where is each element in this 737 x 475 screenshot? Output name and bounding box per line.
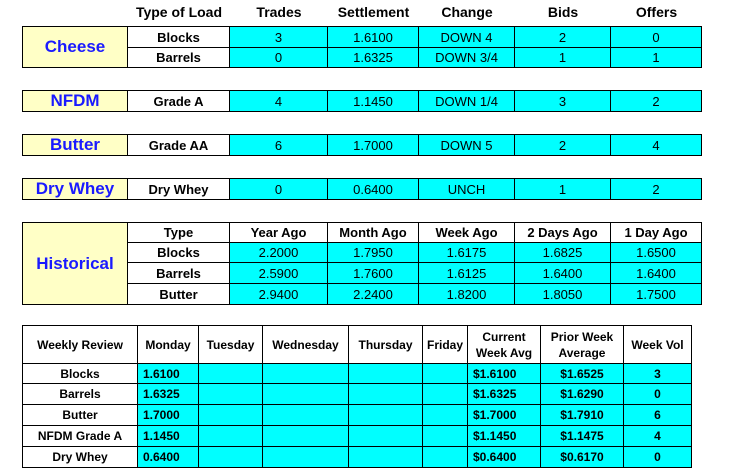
weekly-row-wednesday [263,384,349,405]
cheese-barrels-bids: 1 [515,48,611,68]
weekly-row-wednesday [263,447,349,468]
weekly-row-tuesday [199,364,263,384]
weekly-row-current: $1.6100 [468,364,541,384]
nfdm-offers: 2 [611,91,702,112]
weekly-header-current-week-avg [468,326,541,364]
weekly-header-current-line2: Week Avg [475,345,533,360]
weekly-row-prior: $1.6525 [541,364,624,384]
cheese-barrels-settlement: 1.6325 [328,48,419,68]
nfdm-bids: 3 [515,91,611,112]
historical-header-2-days-ago: 2 Days Ago [515,223,611,243]
weekly-row-vol: 6 [624,405,692,426]
weekly-row-friday [423,426,468,447]
historical-table [22,222,702,305]
weekly-row-vol: 3 [624,364,692,384]
weekly-row-friday [423,384,468,405]
cheese-barrels-change: DOWN 3/4 [419,48,515,68]
header-offers: Offers [635,4,678,20]
weekly-row-tuesday [199,447,263,468]
weekly-header-thursday: Thursday [349,326,423,364]
whey-offers: 2 [611,179,702,200]
weekly-row-prior: $0.6170 [541,447,624,468]
weekly-row-friday [423,364,468,384]
historical-butter-year-ago: 2.9400 [230,284,328,305]
historical-barrels-2-days-ago: 1.6400 [515,263,611,284]
whey-change: UNCH [419,179,515,200]
nfdm-settlement: 1.1450 [328,91,419,112]
weekly-row-monday: 1.7000 [138,405,199,426]
historical-barrels-1-day-ago: 1.6400 [611,263,702,284]
weekly-row-vol: 0 [624,384,692,405]
historical-blocks-week-ago: 1.6175 [419,243,515,263]
weekly-review-table [22,325,692,468]
butter-settlement: 1.7000 [328,135,419,156]
weekly-header-prior-line2: Average [558,345,606,360]
weekly-row-wednesday [263,364,349,384]
weekly-row-name: NFDM Grade A [23,426,138,447]
cheese-barrels-type: Barrels [128,48,230,68]
historical-header-month-ago: Month Ago [328,223,419,243]
historical-barrels-year-ago: 2.5900 [230,263,328,284]
header-bids: Bids [547,4,579,20]
historical-blocks-year-ago: 2.2000 [230,243,328,263]
weekly-row-name: Butter [23,405,138,426]
weekly-row-current: $1.7000 [468,405,541,426]
weekly-header-prior-line1: Prior Week [550,329,614,344]
historical-header-year-ago: Year Ago [230,223,328,243]
header-type-of-load: Type of Load [135,4,223,20]
historical-blocks-type: Blocks [128,243,230,263]
weekly-row-tuesday [199,384,263,405]
nfdm-label: NFDM [23,91,128,112]
weekly-row-thursday [349,426,423,447]
historical-blocks-2-days-ago: 1.6825 [515,243,611,263]
whey-bids: 1 [515,179,611,200]
weekly-header-monday: Monday [138,326,199,364]
butter-offers: 4 [611,135,702,156]
weekly-row-name: Blocks [23,364,138,384]
weekly-header-week-vol: Week Vol [624,326,692,364]
historical-header-1-day-ago: 1 Day Ago [611,223,702,243]
whey-settlement: 0.6400 [328,179,419,200]
weekly-header-tuesday: Tuesday [199,326,263,364]
weekly-row-monday: 1.6100 [138,364,199,384]
cheese-label: Cheese [23,27,128,68]
butter-label: Butter [23,135,128,156]
weekly-header-wednesday: Wednesday [263,326,349,364]
header-settlement: Settlement [337,4,410,20]
historical-blocks-month-ago: 1.7950 [328,243,419,263]
header-change: Change [441,4,493,20]
historical-blocks-1-day-ago: 1.6500 [611,243,702,263]
header-trades: Trades [256,4,302,20]
butter-table [22,134,702,156]
nfdm-type: Grade A [128,91,230,112]
weekly-header-friday: Friday [423,326,468,364]
cheese-blocks-offers: 0 [611,27,702,48]
cheese-barrels-trades: 0 [230,48,328,68]
weekly-row-wednesday [263,405,349,426]
weekly-row-friday [423,447,468,468]
weekly-row-name: Dry Whey [23,447,138,468]
cheese-table [22,26,702,68]
butter-change: DOWN 5 [419,135,515,156]
weekly-row-thursday [349,364,423,384]
historical-barrels-week-ago: 1.6125 [419,263,515,284]
whey-label: Dry Whey [23,179,128,200]
butter-bids: 2 [515,135,611,156]
weekly-row-prior: $1.1475 [541,426,624,447]
weekly-row-name: Barrels [23,384,138,405]
whey-type: Dry Whey [128,179,230,200]
historical-barrels-month-ago: 1.7600 [328,263,419,284]
weekly-row-thursday [349,405,423,426]
cheese-blocks-type: Blocks [128,27,230,48]
weekly-row-current: $0.6400 [468,447,541,468]
weekly-row-vol: 4 [624,426,692,447]
weekly-header-current-line1: Current [482,329,526,344]
weekly-row-vol: 0 [624,447,692,468]
cheese-blocks-bids: 2 [515,27,611,48]
weekly-header-review: Weekly Review [23,326,138,364]
butter-trades: 6 [230,135,328,156]
historical-header-week-ago: Week Ago [419,223,515,243]
weekly-header-prior-week-average [541,326,624,364]
weekly-row-thursday [349,384,423,405]
nfdm-change: DOWN 1/4 [419,91,515,112]
weekly-row-friday [423,405,468,426]
butter-type: Grade AA [128,135,230,156]
weekly-row-prior: $1.6290 [541,384,624,405]
cheese-blocks-trades: 3 [230,27,328,48]
weekly-row-thursday [349,447,423,468]
historical-butter-month-ago: 2.2400 [328,284,419,305]
historical-barrels-type: Barrels [128,263,230,284]
historical-label: Historical [23,223,128,305]
historical-butter-2-days-ago: 1.8050 [515,284,611,305]
historical-butter-1-day-ago: 1.7500 [611,284,702,305]
whey-trades: 0 [230,179,328,200]
cheese-blocks-change: DOWN 4 [419,27,515,48]
historical-butter-type: Butter [128,284,230,305]
weekly-row-current: $1.6325 [468,384,541,405]
weekly-row-current: $1.1450 [468,426,541,447]
weekly-row-wednesday [263,426,349,447]
historical-butter-week-ago: 1.8200 [419,284,515,305]
weekly-row-tuesday [199,426,263,447]
weekly-row-monday: 1.6325 [138,384,199,405]
nfdm-trades: 4 [230,91,328,112]
whey-table [22,178,702,200]
weekly-row-monday: 0.6400 [138,447,199,468]
historical-header-type: Type [128,223,230,243]
cheese-blocks-settlement: 1.6100 [328,27,419,48]
weekly-row-prior: $1.7910 [541,405,624,426]
weekly-row-tuesday [199,405,263,426]
nfdm-table [22,90,702,112]
cheese-barrels-offers: 1 [611,48,702,68]
weekly-row-monday: 1.1450 [138,426,199,447]
